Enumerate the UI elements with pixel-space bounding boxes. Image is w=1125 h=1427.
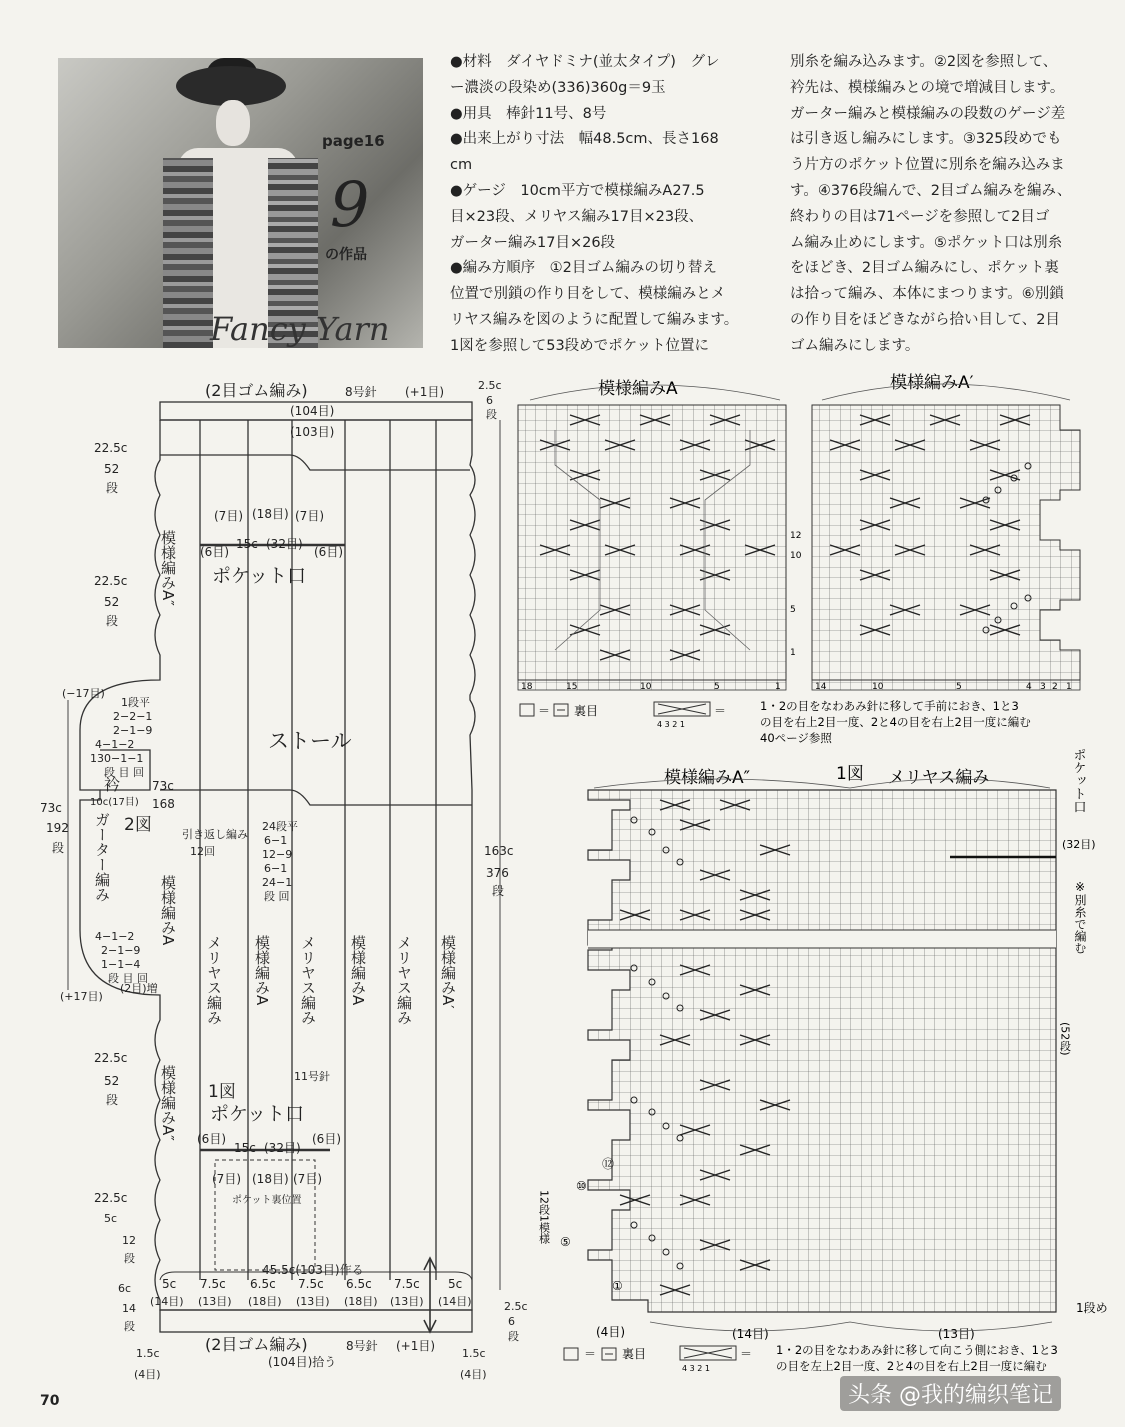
- text-line: 位置で別鎖の作り目をして、模様編みとメ: [450, 286, 726, 303]
- legend-cable-right: [520, 699, 1031, 745]
- st2inc-label: (2目)増: [120, 982, 158, 995]
- pa-row1: 1: [790, 648, 796, 658]
- w15-left: 1.5c: [136, 1347, 160, 1360]
- text-line: は拾って編み、本体にまつります。⑥別鎖: [790, 286, 1064, 303]
- text-line: 1図を参照して53段めでポケット位置に: [450, 337, 709, 354]
- h225-1: 22.5c: [94, 441, 128, 455]
- r376: 376: [486, 866, 509, 880]
- r192: 192: [46, 821, 69, 835]
- garter-label: ガーター編み: [93, 812, 111, 902]
- st4-left: (4目): [134, 1368, 161, 1381]
- legend-purl-label: 裏目: [574, 704, 599, 718]
- legend2-text1: 1・2の目をなわあみ針に移して向こう側におき、1と3: [776, 1343, 1058, 1357]
- st13-c: (13目): [390, 1295, 424, 1308]
- fig1-r52: (52段): [1058, 1022, 1072, 1056]
- fig1-rep: 12段1模様: [537, 1190, 551, 1244]
- sr-row2: 12−9: [262, 848, 293, 861]
- st7-c: (7目): [212, 1172, 241, 1186]
- text-line: ●材料 ダイヤドミナ(並太タイプ) グレ: [450, 54, 720, 70]
- st6-d: (6目): [312, 1132, 341, 1146]
- fig1-c5: ⑤: [560, 1235, 571, 1249]
- h225-4: 22.5c: [94, 1191, 128, 1205]
- pocket-back-label: ポケット裏位置: [232, 1195, 302, 1206]
- st18-b: (18目): [252, 1172, 289, 1186]
- dec-row4: 130−1−1: [90, 752, 144, 765]
- st4-right: (4目): [460, 1368, 487, 1381]
- text-line: ガーター編みと模様編みの段数のゲージ差: [790, 105, 1066, 122]
- fig1-note: ※別糸で編む: [1073, 880, 1087, 954]
- text-line: 別糸を編み込みます。②2図を参照して、: [790, 54, 1058, 70]
- w5-left: 5c: [104, 1212, 118, 1225]
- pa1-col1: 1: [1066, 682, 1072, 692]
- work-suffix: の作品: [325, 247, 367, 263]
- dan-2: 段: [106, 614, 119, 628]
- pa-col15: 15: [566, 682, 578, 692]
- dan-376: 段: [492, 884, 505, 898]
- r12: 12: [122, 1234, 136, 1247]
- inc-row3: 段 目 回: [108, 972, 148, 985]
- st14-a: (14目): [150, 1295, 184, 1308]
- needle11-label: 11号針: [294, 1070, 330, 1083]
- dec-row2: 2−1−9: [113, 724, 153, 737]
- collar-label: 衿: [104, 775, 121, 794]
- sr-row1: 6−1: [264, 834, 288, 847]
- pickup-label: (104目)拾う: [268, 1355, 337, 1369]
- text-line: cm: [450, 157, 473, 174]
- text-line: リヤス編みを図のように配置して編みます。: [450, 311, 739, 328]
- r168: 168: [152, 797, 175, 811]
- text-line: ●ゲージ 10cm平方で模様編みA27.5: [450, 182, 705, 199]
- watermark: 头条 @我的编织笔记: [840, 1376, 1061, 1411]
- w5-a: 5c: [162, 1277, 177, 1291]
- inc-row1: 2−1−9: [101, 944, 141, 957]
- text-line: ゴム編みにします。: [790, 337, 920, 354]
- w75-c: 7.5c: [394, 1277, 420, 1291]
- legend-text1: 1・2の目をなわあみ針に移して手前におき、1と3: [760, 699, 1019, 713]
- pocket-label-top: ポケット口: [212, 565, 307, 587]
- pa1-col14: 14: [815, 682, 827, 692]
- fig1-chart: [538, 748, 1108, 1341]
- pattern-a1-title: 模様編みA′: [890, 373, 974, 393]
- dan-14: 段: [124, 1320, 135, 1333]
- r6-bottom: 6: [508, 1315, 515, 1328]
- st103-top: (103目): [290, 425, 335, 439]
- legend-nums: 4 3 2 1: [657, 720, 685, 729]
- bottom-rib-label: (2目ゴム編み): [205, 1335, 308, 1354]
- st18-a: (18目): [252, 507, 289, 521]
- legend2-text2: の目を左上2目一度、2と4の目を右上2目一度に編む: [776, 1359, 1047, 1373]
- r52-3: 52: [104, 1074, 120, 1088]
- inc-row2: 1−1−4: [101, 958, 141, 971]
- dan-12: 段: [124, 1252, 135, 1265]
- pattern-a2-bottom: 模様編みA″: [159, 1065, 177, 1141]
- times12-label: 12回: [190, 845, 215, 858]
- work-number: 9: [330, 168, 370, 241]
- dan-top: 段: [486, 408, 497, 421]
- st18-c: (18目): [248, 1295, 282, 1308]
- dan-192: 段: [52, 841, 65, 855]
- needle-8-label: 8号針: [345, 385, 377, 399]
- r52-1: 52: [104, 462, 120, 476]
- text-line: をほどき、2目ゴム編みにし、ポケット裏: [790, 260, 1059, 277]
- fig1-st13: (13目): [938, 1327, 975, 1341]
- pattern-a2-top: 模様編みA″: [159, 530, 177, 606]
- sr-row3: 6−1: [264, 862, 288, 875]
- legend-text2: の目を右上2目一度、2と4の目を右上2目一度に編む: [760, 715, 1031, 729]
- fig1-st32: (32目): [1062, 838, 1096, 851]
- st7-b: (7目): [295, 509, 324, 523]
- fig1-c10: ⑩: [576, 1179, 587, 1193]
- st32-b: (32目): [264, 1141, 301, 1155]
- dec-row0: 1段平: [121, 696, 150, 709]
- pa-col1: 1: [775, 682, 781, 692]
- h25-bottom: 2.5c: [504, 1300, 528, 1313]
- plus1-label: (+1目): [405, 385, 445, 399]
- st6-b: (6目): [314, 545, 343, 559]
- st14-b: (14目): [438, 1295, 472, 1308]
- w65-a: 6.5c: [250, 1277, 276, 1291]
- w75-b: 7.5c: [298, 1277, 324, 1291]
- st6-c: (6目): [197, 1132, 226, 1146]
- lower-boundary: [160, 790, 472, 805]
- st7-d: (7目): [293, 1172, 322, 1186]
- dec-row1: 2−2−1: [113, 710, 153, 723]
- pattern-a-col2: 模様編みA: [253, 935, 271, 1006]
- meriyasu-col5: メリヤス編み: [395, 935, 413, 1025]
- h225-2: 22.5c: [94, 574, 128, 588]
- chart-pattern-a: [518, 374, 802, 692]
- dec-row5: 段 目 回: [104, 766, 144, 779]
- legend-text3: 40ページ参照: [760, 731, 832, 745]
- dec-row3: 4−1−2: [95, 738, 135, 751]
- st32-a: (32目): [266, 537, 303, 551]
- st104-top: (104目): [290, 404, 335, 418]
- legend2-purl-label: 裏目: [622, 1347, 647, 1361]
- st13-b: (13目): [296, 1295, 330, 1308]
- upper-boundary: [160, 455, 470, 470]
- pa1-col2: 2: [1052, 682, 1058, 692]
- pa-row12: 12: [790, 531, 802, 541]
- fig1-st14: (14目): [732, 1327, 769, 1341]
- r14: 14: [122, 1302, 136, 1315]
- schematic-labels: [40, 379, 528, 1381]
- w75-a: 7.5c: [200, 1277, 226, 1291]
- svg-text:＝: ＝: [538, 704, 551, 718]
- w10-label: 10c(17目): [90, 797, 139, 808]
- w15-b: 15c: [234, 1141, 256, 1155]
- brand-logo: Fancy Yarn: [210, 310, 390, 348]
- sr-row0: 24段平: [262, 820, 298, 833]
- h6-left: 6c: [118, 1282, 132, 1295]
- st7-a: (7目): [214, 509, 243, 523]
- w15-right: 1.5c: [462, 1347, 486, 1360]
- cast-on-label: 45.5c(103目)作る: [262, 1263, 364, 1277]
- pattern-a-col4: 模様編みA: [349, 935, 367, 1006]
- pa1-col3: 3: [1040, 682, 1046, 692]
- r6-top: 6: [486, 394, 493, 407]
- stole-label: ストール: [268, 729, 352, 753]
- inc-row0: 4−1−2: [95, 930, 135, 943]
- svg-text:＝: ＝: [714, 704, 727, 718]
- pattern-a1-col6: 模様編みA′: [439, 935, 457, 1009]
- text-line: ガーター編み17目×26段: [450, 234, 616, 251]
- fig1-pocket-label: ポケット口: [1070, 748, 1086, 813]
- text-line: ●出来上がり寸法 幅48.5cm、長さ168: [450, 131, 719, 148]
- fig1-label: 1図: [208, 1082, 236, 1102]
- text-line: す。④376段編んで、2目ゴム編みを編み、: [790, 182, 1072, 199]
- fig1-pattern-title: 模様編みA″: [664, 768, 750, 788]
- text-line: ー濃淡の段染め(336)360g＝9玉: [450, 79, 666, 96]
- meriyasu-col1: メリヤス編み: [205, 935, 223, 1025]
- pa1-col10: 10: [872, 682, 884, 692]
- pa-col5: 5: [714, 682, 720, 692]
- pa-col18: 18: [521, 682, 533, 692]
- st6-a: (6目): [200, 545, 229, 559]
- page-reference: page16: [322, 132, 385, 150]
- page-number: 70: [40, 1393, 60, 1409]
- fig2-label: 2図: [124, 815, 152, 835]
- meriyasu-col3: メリヤス編み: [299, 935, 317, 1025]
- h163: 163c: [484, 844, 514, 858]
- h225-3: 22.5c: [94, 1051, 128, 1065]
- dan-3: 段: [106, 1093, 119, 1107]
- fig1-row1: 1段め: [1076, 1301, 1108, 1315]
- pa1-col4: 4: [1026, 682, 1032, 692]
- short-row-label: 引き返し編み: [182, 828, 248, 841]
- w5-b: 5c: [448, 1277, 463, 1291]
- text-line: う片方のポケット位置に別糸を編み込みま: [790, 157, 1065, 174]
- plus1-bottom: (+1目): [396, 1339, 436, 1353]
- pattern-a-title: 模様編みA: [598, 379, 678, 399]
- h73-a: 73c: [152, 779, 174, 793]
- text-line: ●編み方順序 ①2目ゴム編みの切り替え: [450, 260, 717, 277]
- st18-d: (18目): [344, 1295, 378, 1308]
- dan-1: 段: [106, 481, 119, 495]
- h25-top: 2.5c: [478, 379, 502, 392]
- minus17-label: (−17目): [62, 687, 105, 700]
- pocket-label-bottom: ポケット口: [210, 1103, 305, 1125]
- pa1-col5: 5: [956, 682, 962, 692]
- plus17-label: (+17目): [60, 990, 103, 1003]
- fig1-st4: (4目): [596, 1325, 625, 1339]
- legend2-nums: 4 3 2 1: [682, 1364, 710, 1373]
- pa-col10: 10: [640, 682, 652, 692]
- legend-cable-left: [564, 1343, 1058, 1373]
- text-line: は引き返し編みにします。③325段めでも: [790, 131, 1062, 148]
- top-rib-label: (2目ゴム編み): [205, 381, 308, 400]
- fig1-c12: ⑫: [602, 1157, 615, 1171]
- text-line: ム編み止めにします。⑤ポケット口は別糸: [790, 234, 1063, 251]
- fig1-c1: ①: [612, 1279, 623, 1293]
- r52-2: 52: [104, 595, 120, 609]
- text-line: 目×23段、メリヤス編み17目×23段、: [450, 208, 704, 225]
- fig1-title: 1図: [836, 764, 864, 784]
- dan-bottom: 段: [508, 1330, 519, 1343]
- text-line: ●用具 棒針11号、8号: [450, 105, 607, 122]
- fig1-meriyasu-title: メリヤス編み: [888, 768, 990, 788]
- w15-a: 15c: [236, 537, 258, 551]
- pa-row10: 10: [790, 551, 802, 561]
- chart-pattern-a1: [812, 368, 1080, 692]
- w65-b: 6.5c: [346, 1277, 372, 1291]
- svg-text:＝: ＝: [584, 1347, 597, 1361]
- sr-row4: 24−1: [262, 876, 293, 889]
- svg-text:＝: ＝: [740, 1347, 753, 1361]
- sr-row5: 段 回: [264, 890, 290, 903]
- text-line: 終わりの目は71ページを参照して2目ゴ: [790, 208, 1050, 225]
- pa-row5: 5: [790, 605, 796, 615]
- text-line: 衿先は、模様編みとの境で増減目します。: [790, 79, 1065, 96]
- text-line: の作り目をほどきながら拾い目して、2目: [790, 311, 1060, 328]
- st13-a: (13目): [198, 1295, 232, 1308]
- h73-b: 73c: [40, 801, 62, 815]
- pattern-a-col0: 模様編みA: [159, 875, 177, 946]
- needle-8-bottom: 8号針: [346, 1339, 378, 1353]
